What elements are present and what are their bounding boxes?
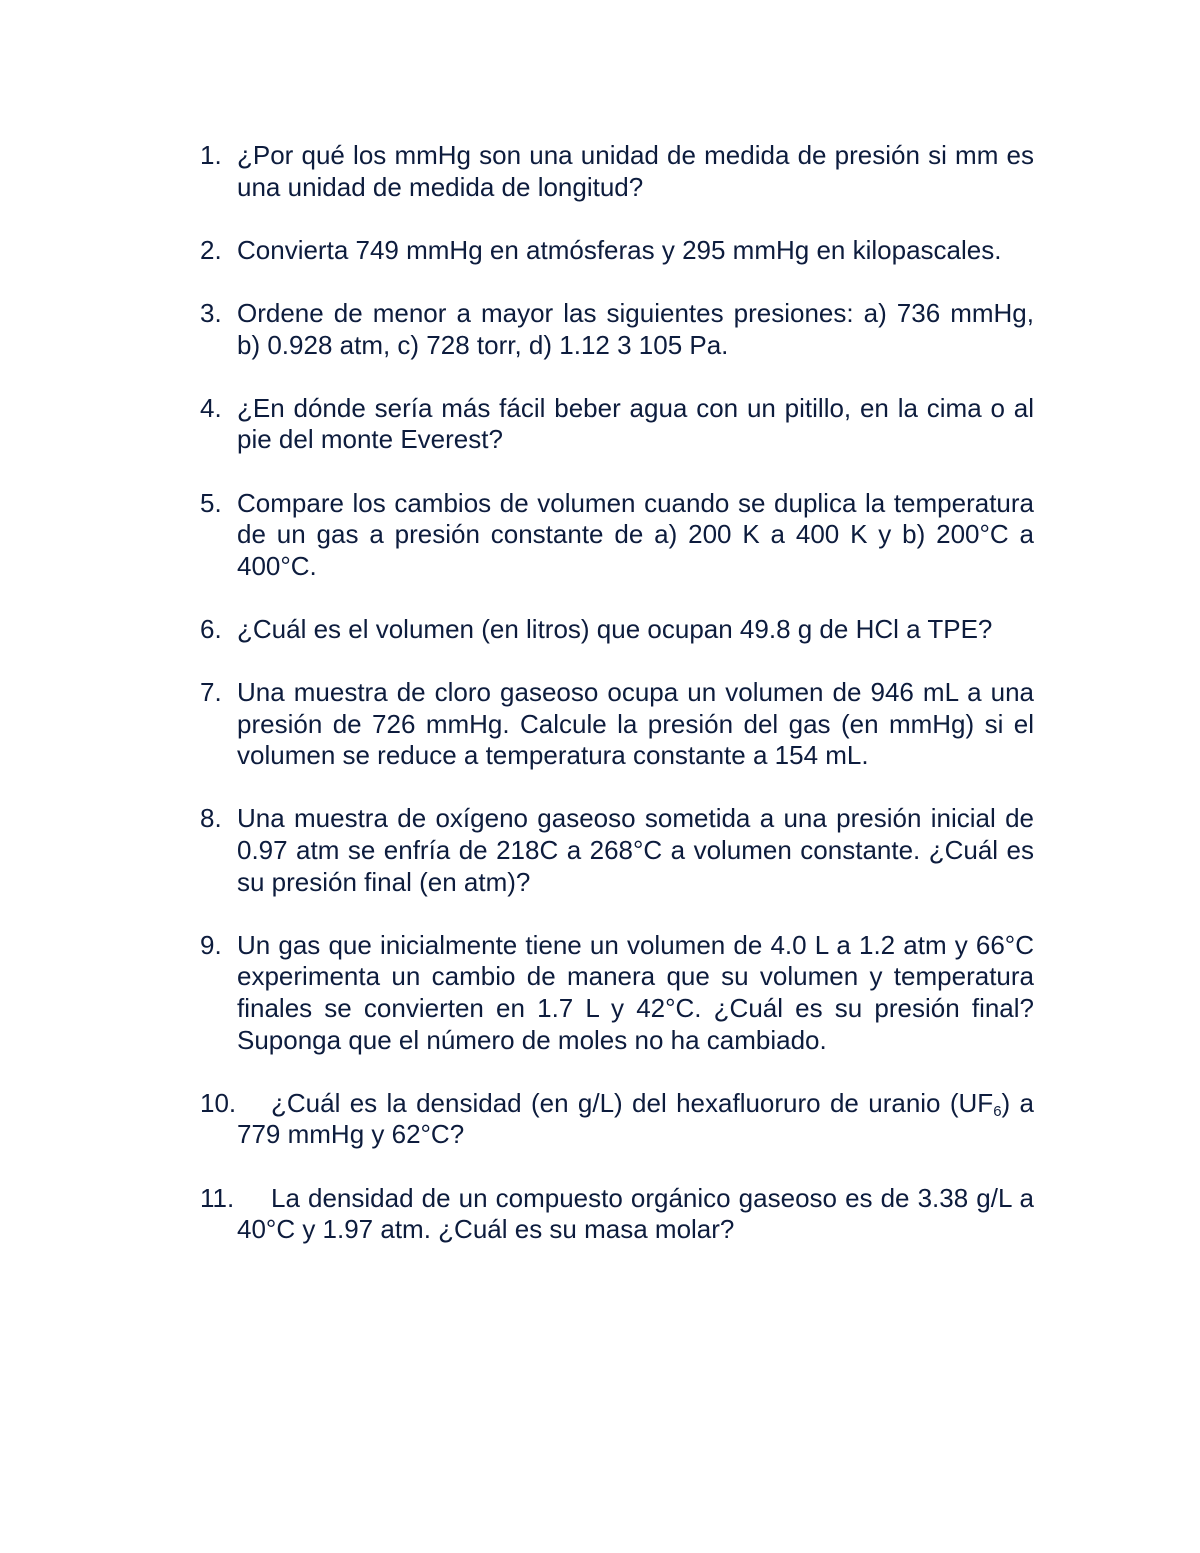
question-5: [200, 488, 1034, 583]
question-text: Convierta 749 mmHg en atmósferas y 295 mmHg en kilopascales.: [237, 234, 1002, 265]
question-text-part: ) a 779 mmHg y 62°C?: [237, 1087, 1034, 1150]
question-text: ¿Cuál es el volumen (en litros) que ocupan 49.8 g de HCl a TPE?: [237, 613, 993, 644]
question-number: 8.: [200, 803, 222, 834]
question-2: [200, 235, 1034, 267]
question-number: 6.: [200, 613, 222, 644]
question-7: [200, 677, 1034, 772]
question-4: [200, 393, 1034, 456]
question-text: ¿En dónde sería más fácil beber agua con un pitillo, en la cima o al pie del monte Everest?: [237, 392, 1034, 455]
question-text: Ordene de menor a mayor las siguientes presiones: a) 736 mmHg, b) 0.928 atm, c) 728 torr, d) 1.12 3 105 Pa.: [237, 297, 1034, 360]
question-text: [237, 1183, 1034, 1246]
question-number: 7.: [200, 677, 222, 708]
question-number: 9.: [200, 929, 222, 960]
subscript: 6: [993, 1102, 1002, 1120]
question-number: 1.: [200, 140, 222, 170]
question-number: 4.: [200, 392, 222, 423]
question-text: Un gas que inicialmente tiene un volumen de 4.0 L a 1.2 atm y 66°C experimenta un cambio de manera que su volumen y temperatura finales se convierten en 1.7 L y 42°C. ¿Cuál es su presión final? Suponga que el número de moles no ha cambiado.: [237, 929, 1034, 1055]
question-number: 11.: [200, 1182, 235, 1213]
question-number: 2.: [200, 234, 222, 265]
question-text: [237, 1088, 1034, 1151]
question-10: [200, 1088, 1034, 1151]
question-text: Una muestra de cloro gaseoso ocupa un volumen de 946 mL a una presión de 726 mmHg. Calcule la presión del gas (en mmHg) si el volumen se reduce a temperatura constante a 154 mL.: [237, 677, 1034, 771]
question-1: [200, 140, 1034, 203]
question-text: ¿Por qué los mmHg son una unidad de medida de presión si mm es una unidad de medida de longitud?: [237, 140, 1034, 202]
question-11: [200, 1183, 1034, 1246]
question-8: [200, 803, 1034, 898]
question-text: Compare los cambios de volumen cuando se duplica la temperatura de un gas a presión constante de a) 200 K a 400 K y b) 200°C a 400°C.: [237, 487, 1034, 581]
question-3: [200, 298, 1034, 361]
question-number: 10.: [200, 1087, 237, 1118]
question-list: [200, 140, 1034, 1277]
question-number: 5.: [200, 487, 222, 518]
question-text-part: ¿Cuál es la densidad (en g/L) del hexafluoruro de uranio (UF: [271, 1087, 994, 1118]
question-9: [200, 930, 1034, 1056]
question-text: Una muestra de oxígeno gaseoso sometida a una presión inicial de 0.97 atm se enfría de 218C a 268°C a volumen constante. ¿Cuál es su presión final (en atm)?: [237, 803, 1034, 897]
question-text-part: La densidad de un compuesto orgánico gaseoso es de 3.38 g/L a 40°C y 1.97 atm. ¿Cuál es su masa molar?: [237, 1182, 1034, 1245]
question-6: [200, 614, 1034, 646]
question-number: 3.: [200, 297, 222, 328]
